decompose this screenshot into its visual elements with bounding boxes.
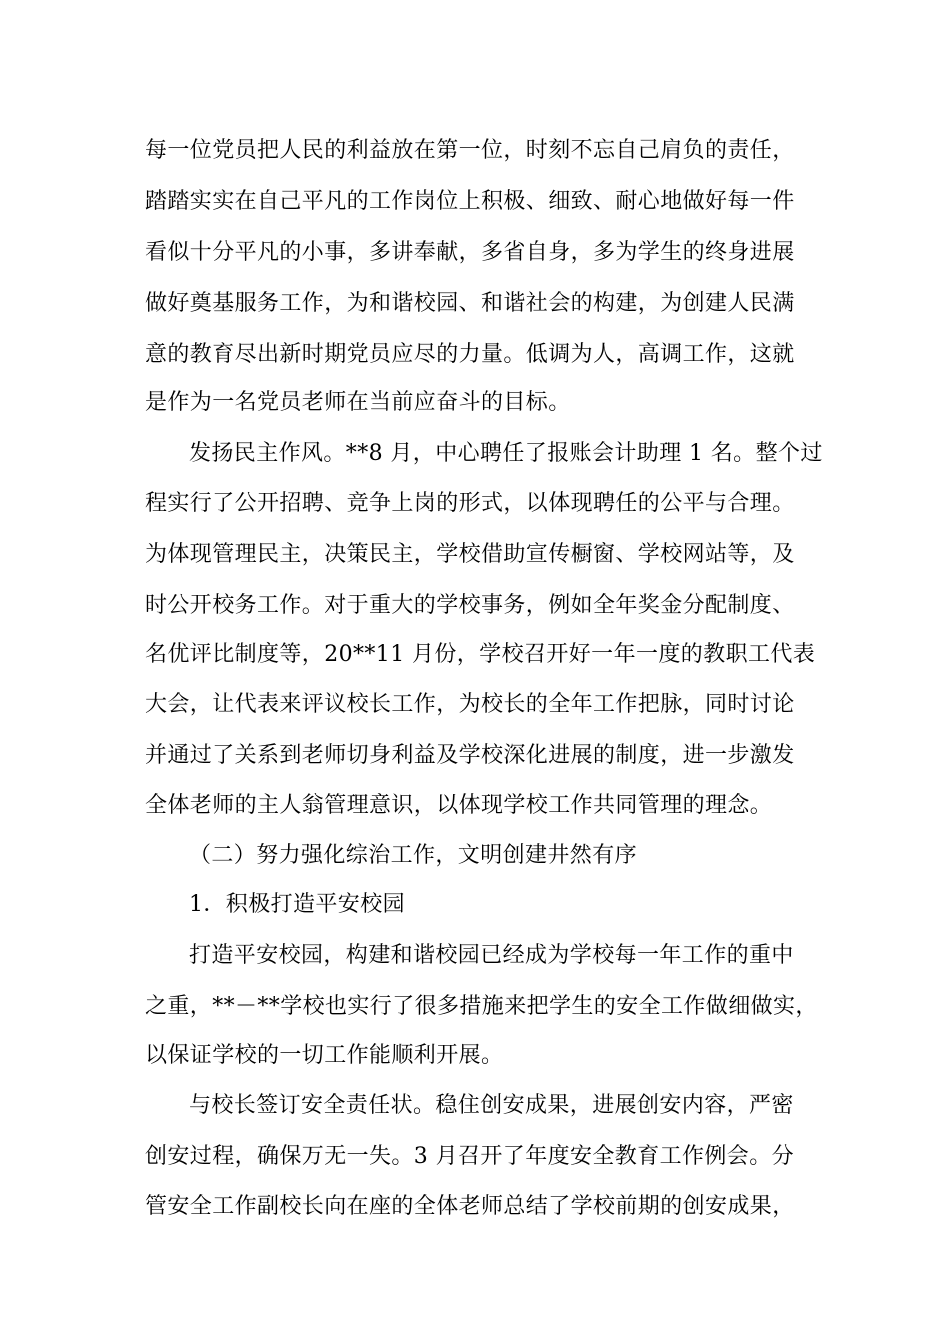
text-line: 管安全工作副校长向在座的全体老师总结了学校前期的创安成果， bbox=[145, 1194, 795, 1219]
text-line: 踏踏实实在自己平凡的工作岗位上积极、细致、耐心地做好每一件 bbox=[145, 189, 795, 214]
text-line: 以保证学校的一切工作能顺利开展。 bbox=[145, 1043, 504, 1068]
section-heading: （二）努力强化综治工作，文明创建井然有序 bbox=[189, 843, 638, 868]
text-line: 名优评比制度等，20**11 月份，学校召开好一年一度的教职工代表 bbox=[145, 642, 816, 667]
paragraph-first-line: 发扬民主作风。**8 月，中心聘任了报账会计助理 1 名。整个过 bbox=[189, 441, 823, 466]
text-line: 意的教育尽出新时期党员应尽的力量。低调为人，高调工作，这就 bbox=[145, 342, 795, 367]
text-line: 每一位党员把人民的利益放在第一位，时刻不忘自己肩负的责任， bbox=[145, 138, 795, 163]
text-line: 程实行了公开招聘、竞争上岗的形式，以体现聘任的公平与合理。 bbox=[145, 491, 795, 516]
text-line: 并通过了关系到老师切身利益及学校深化进展的制度，进一步激发 bbox=[145, 743, 795, 768]
text-line: 看似十分平凡的小事，多讲奉献，多省自身，多为学生的终身进展 bbox=[145, 240, 795, 265]
paragraph-first-line: 与校长签订安全责任状。稳住创安成果，进展创安内容，严密 bbox=[189, 1093, 794, 1118]
text-line: 时公开校务工作。对于重大的学校事务，例如全年奖金分配制度、 bbox=[145, 593, 795, 618]
text-line: 创安过程，确保万无一失。3 月召开了年度安全教育工作例会。分 bbox=[145, 1144, 794, 1169]
text-line: 大会，让代表来评议校长工作，为校长的全年工作把脉，同时讨论 bbox=[145, 692, 795, 717]
text-line: 之重，**－**学校也实行了很多措施来把学生的安全工作做细做实， bbox=[145, 994, 818, 1019]
subsection-heading: 1．积极打造平安校园 bbox=[189, 892, 405, 917]
paragraph-first-line: 打造平安校园，构建和谐校园已经成为学校每一年工作的重中 bbox=[189, 943, 794, 968]
text-line: 为体现管理民主，决策民主，学校借助宣传橱窗、学校网站等，及 bbox=[145, 542, 795, 567]
text-line: 全体老师的主人翁管理意识，以体现学校工作共同管理的理念。 bbox=[145, 793, 773, 818]
text-line: 是作为一名党员老师在当前应奋斗的目标。 bbox=[145, 390, 571, 415]
text-line: 做好奠基服务工作，为和谐校园、和谐社会的构建，为创建人民满 bbox=[145, 291, 795, 316]
